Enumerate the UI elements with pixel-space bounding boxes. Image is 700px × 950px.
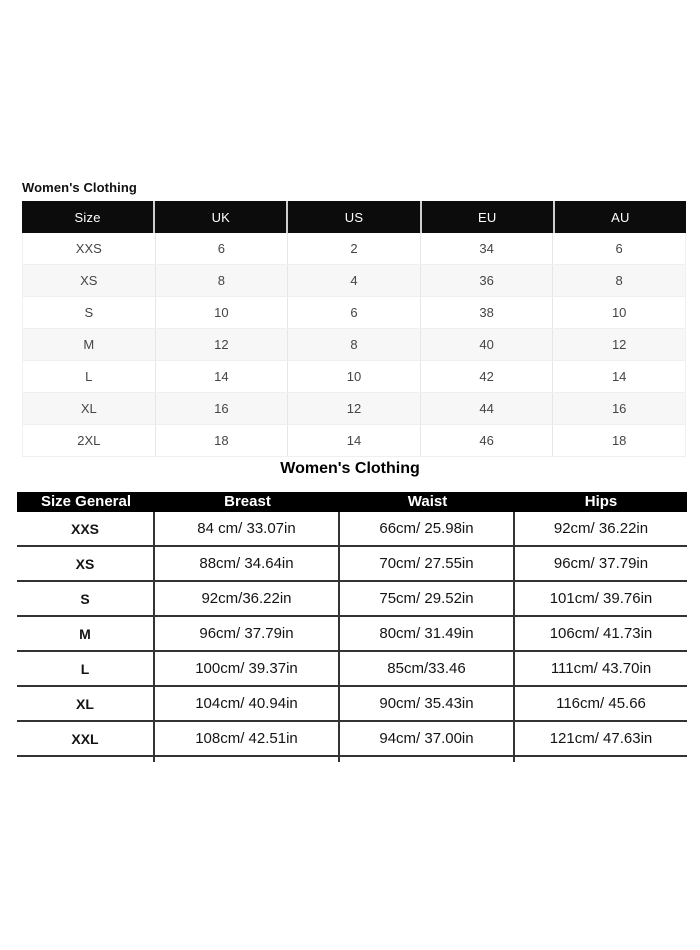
table-cell: 44 [421, 393, 554, 424]
table-cell: 66cm/ 25.98in [340, 512, 515, 545]
table-cell: 8 [615, 273, 623, 288]
table-cell: 75cm/ 29.52in [340, 582, 515, 615]
conversion-header-row [22, 201, 686, 233]
table-cell: 85cm/33.46 [340, 652, 515, 685]
table-cell: 6 [156, 233, 289, 264]
table-row [17, 687, 687, 722]
table-cell: 16 [611, 401, 627, 416]
table-cell: 40 [421, 329, 554, 360]
table-cell: 6 [288, 297, 421, 328]
table-cell: XL [23, 393, 156, 424]
table-row [17, 617, 687, 652]
table-cell: 2 [288, 233, 421, 264]
table-cell: 14 [156, 361, 289, 392]
table-row [23, 393, 685, 425]
table-cell: 108cm/ 42.51in [155, 722, 340, 755]
table-cell: 6 [615, 241, 623, 256]
size-conversion-table [22, 201, 686, 457]
table-cell: 101cm/ 39.76in [549, 590, 653, 607]
column-header-uk: UK [155, 201, 286, 233]
table-row [23, 233, 685, 265]
table-cell: XS [23, 265, 156, 296]
table-cell: M [17, 617, 155, 650]
table-cell: S [23, 297, 156, 328]
table-cell: 10 [288, 361, 421, 392]
table-cell: 2XL [23, 425, 156, 456]
conversion-table-title: Women's Clothing [22, 180, 137, 195]
table-cell: 116cm/ 45.66 [556, 695, 646, 712]
table-cell: 36 [421, 265, 554, 296]
table-cell: 34 [421, 233, 554, 264]
table-cell: 92cm/36.22in [155, 582, 340, 615]
table-cell: 92cm/ 36.22in [553, 520, 649, 537]
table-cell: 14 [288, 425, 421, 456]
table-row [17, 512, 687, 547]
table-cell: 96cm/ 37.79in [553, 555, 649, 572]
table-row [17, 722, 687, 757]
table-row [17, 547, 687, 582]
table-cell: XXS [23, 233, 156, 264]
table-cell: 84 cm/ 33.07in [155, 512, 340, 545]
table-cell: M [23, 329, 156, 360]
table-cell: 10 [156, 297, 289, 328]
table-row [23, 425, 685, 457]
table-cell: 12 [288, 393, 421, 424]
table-cell: 18 [611, 433, 627, 448]
column-header-us: US [288, 201, 419, 233]
table-cell: 88cm/ 34.64in [155, 547, 340, 580]
column-header-waist: Waist [407, 493, 448, 510]
table-cell: 46 [421, 425, 554, 456]
table-cell: XXL [17, 722, 155, 755]
table-cell: 38 [421, 297, 554, 328]
column-rule-overhang [153, 757, 155, 762]
table-row [23, 329, 685, 361]
table-cell: 8 [156, 265, 289, 296]
table-cell: L [17, 652, 155, 685]
table-row [23, 361, 685, 393]
table-cell: 94cm/ 37.00in [340, 722, 515, 755]
table-cell: L [23, 361, 156, 392]
column-header-breast: Breast [224, 493, 271, 510]
table-cell: XXS [17, 512, 155, 545]
table-cell: 14 [611, 369, 627, 384]
table-cell: 106cm/ 41.73in [549, 625, 653, 642]
table-cell: 12 [156, 329, 289, 360]
table-cell: XL [17, 687, 155, 720]
measurement-table-title: Women's Clothing [280, 460, 420, 477]
table-row [23, 265, 685, 297]
table-cell: 104cm/ 40.94in [155, 687, 340, 720]
table-row [17, 652, 687, 687]
table-cell: 12 [611, 337, 627, 352]
table-cell: 90cm/ 35.43in [340, 687, 515, 720]
column-rule-overhang [338, 757, 340, 762]
table-cell: 4 [288, 265, 421, 296]
table-cell: 100cm/ 39.37in [155, 652, 340, 685]
column-header-size: Size [22, 201, 153, 233]
table-cell: 96cm/ 37.79in [155, 617, 340, 650]
table-cell: 8 [288, 329, 421, 360]
table-cell: 10 [611, 305, 627, 320]
table-cell: 18 [156, 425, 289, 456]
column-header-size-general: Size General [40, 493, 132, 510]
column-header-hips: Hips [584, 493, 618, 510]
measurement-table [17, 492, 687, 757]
column-rule-overhang [513, 757, 515, 762]
table-cell: 121cm/ 47.63in [549, 730, 653, 747]
column-header-au: AU [555, 201, 686, 233]
conversion-table-body [22, 233, 686, 457]
table-cell: 70cm/ 27.55in [340, 547, 515, 580]
column-header-eu: EU [422, 201, 553, 233]
table-row [23, 297, 685, 329]
table-cell: XS [17, 547, 155, 580]
table-cell: 80cm/ 31.49in [340, 617, 515, 650]
table-cell: 16 [156, 393, 289, 424]
table-cell: S [17, 582, 155, 615]
table-cell: 42 [421, 361, 554, 392]
table-row [17, 582, 687, 617]
measurement-header-row [17, 492, 687, 512]
table-cell: 111cm/ 43.70in [550, 660, 652, 677]
